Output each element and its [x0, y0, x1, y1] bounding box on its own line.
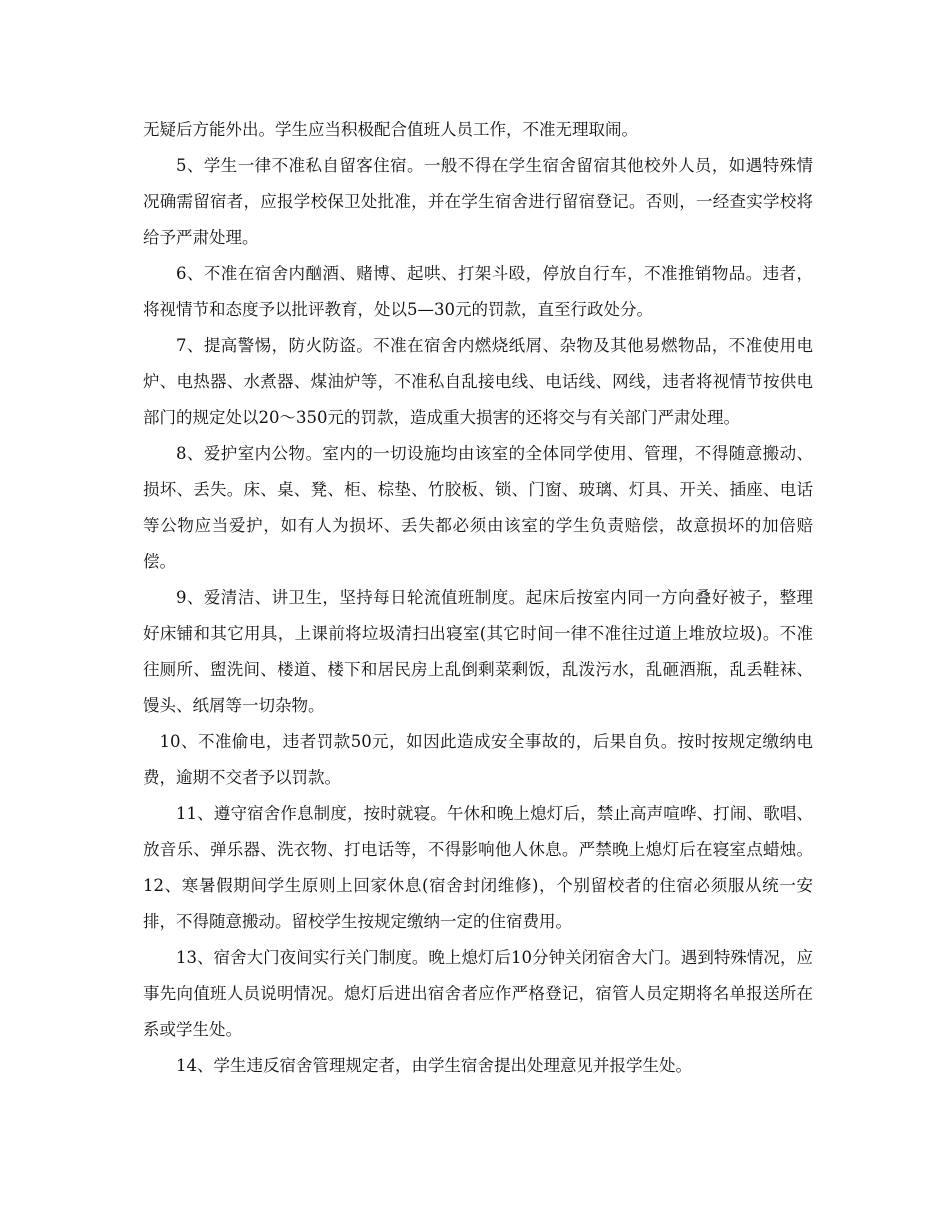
paragraph-rule-14: 14、学生违反宿舍管理规定者，由学生宿舍提出处理意见并报学生处。: [176, 1056, 692, 1075]
paragraph-continuation: 无疑后方能外出。学生应当积极配合值班人员工作，不准无理取闹。: [143, 120, 638, 139]
paragraph-rule-8: 8、爱护室内公物。室内的一切设施均由该室的全体同学使用、管理，不得随意搬动、损坏、丢失。床、桌、凳、柜、棕垫、竹胶板、锁、门窗、玻璃、灯具、开关、插座、电话等公物应当爱护，如有人为损坏、丢失都必须由该室的学生负责赔偿，故意损坏的加倍赔偿。: [143, 444, 813, 571]
document-body: [143, 112, 813, 1084]
paragraph-rule-9: 9、爱清洁、讲卫生，坚持每日轮流值班制度。起床后按室内同一方向叠好被子，整理好床铺和其它用具，上课前将垃圾清扫出寝室(其它时间一律不准往过道上堆放垃圾)。不准往厕所、盥洗间、楼道、楼下和居民房上乱倒剩菜剩饭，乱泼污水，乱砸酒瓶，乱丢鞋袜、馒头、纸屑等一切杂物。: [143, 588, 813, 715]
paragraph-rule-7: 7、提高警惕，防火防盗。不准在宿舍内燃烧纸屑、杂物及其他易燃物品，不准使用电炉、电热器、水煮器、煤油炉等，不准私自乱接电线、电话线、网线，违者将视情节按供电部门的规定处以20～350元的罚款，造成重大损害的还将交与有关部门严肃处理。: [143, 336, 813, 427]
paragraph-rule-13: 13、宿舍大门夜间实行关门制度。晚上熄灯后10分钟关闭宿舍大门。遇到特殊情况，应事先向值班人员说明情况。熄灯后进出宿舍者应作严格登记，宿管人员定期将名单报送所在系或学生处。: [143, 948, 813, 1039]
paragraph-rule-5: 5、学生一律不准私自留客住宿。一般不得在学生宿舍留宿其他校外人员，如遇特殊情况确需留宿者，应报学校保卫处批准，并在学生宿舍进行留宿登记。否则，一经查实学校将给予严肃处理。: [143, 156, 813, 247]
paragraph-rule-11-12: 11、遵守宿舍作息制度，按时就寝。午休和晚上熄灯后，禁止高声喧哗、打闹、歌唱、放音乐、弹乐器、洗衣物、打电话等，不得影响他人休息。严禁晚上熄灯后在寝室点蜡烛。12、寒暑假期间学生原则上回家休息(宿舍封闭维修)，个别留校者的住宿必须服从统一安排，不得随意搬动。留校学生按规定缴纳一定的住宿费用。: [143, 804, 813, 931]
paragraph-rule-6: 6、不准在宿舍内酗酒、赌博、起哄、打架斗殴，停放自行车，不准推销物品。违者，将视情节和态度予以批评教育，处以5—30元的罚款，直至行政处分。: [143, 264, 813, 319]
paragraph-rule-10: 10、不准偷电，违者罚款50元，如因此造成安全事故的，后果自负。按时按规定缴纳电费，逾期不交者予以罚款。: [143, 732, 813, 787]
